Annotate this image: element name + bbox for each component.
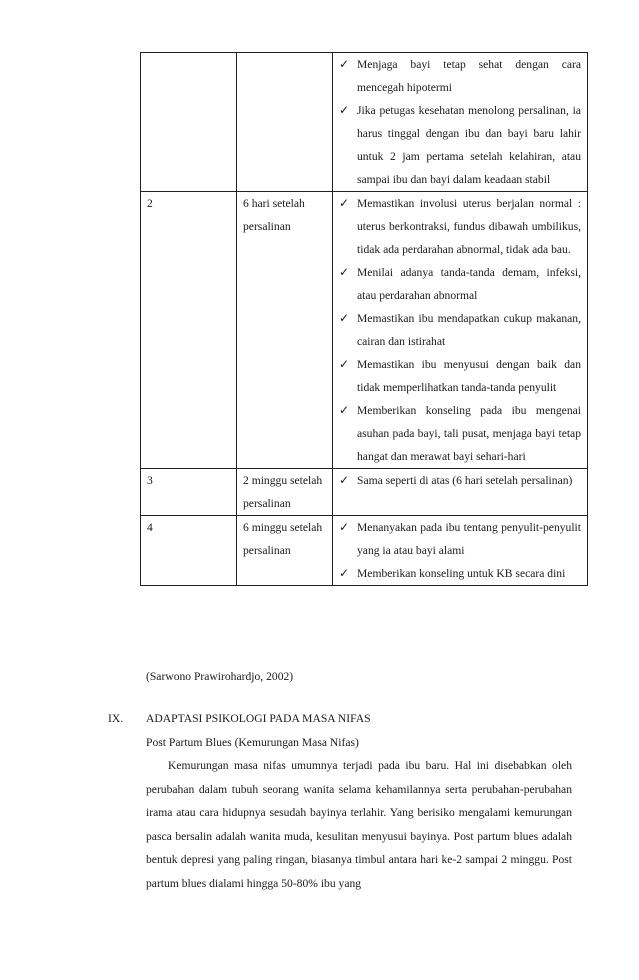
- visit-goals-cell: [333, 53, 588, 192]
- checkmark-icon: ✓: [339, 265, 350, 279]
- checkmark-icon: ✓: [339, 403, 350, 417]
- table-body: [141, 53, 588, 586]
- list-item: [339, 516, 581, 562]
- list-item-text: Menjaga bayi tetap sehat dengan cara mencegah hipotermi: [357, 58, 581, 94]
- checkmark-icon: ✓: [339, 57, 350, 71]
- list-item-text: Memastikan involusi uterus berjalan normal : uterus berkontraksi, fundus dibawah umbilikus, tidak ada perdarahan abnormal, tidak ada bau.: [357, 197, 581, 256]
- visit-time-cell: 6 minggu setelah persalinan: [237, 516, 333, 586]
- list-item: [339, 261, 581, 307]
- visit-goals-cell: [333, 192, 588, 469]
- visit-number-cell: 3: [141, 469, 237, 516]
- goal-list: [339, 469, 581, 492]
- list-item-text: Memberikan konseling pada ibu mengenai asuhan pada bayi, tali pusat, menjaga bayi tetap hangat dan merawat bayi sehari-hari: [357, 404, 581, 463]
- visit-goals-cell: [333, 516, 588, 586]
- goal-list: [339, 192, 581, 468]
- checkmark-icon: ✓: [339, 196, 350, 210]
- paragraph-text: Kemurungan masa nifas umumnya terjadi pada ibu baru. Hal ini disebabkan oleh perubahan dalam tubuh seorang wanita selama kehamilannya serta perubahan-perubahan irama atau cara hidupnya sesudah bayinya terlahir. Yang berisiko mengalami kemurungan pasca bersalin adalah wanita muda, kesulitan menyusui bayinya. Post partum blues adalah bentuk depresi yang paling ringan, biasanya timbul antara hari ke-2 sampai 2 minggu. Post partum blues dialami hingga 50-80% ibu yang: [146, 759, 572, 890]
- body-paragraph: [146, 754, 572, 895]
- list-item-text: Memastikan ibu mendapatkan cukup makanan, cairan dan istirahat: [357, 312, 581, 348]
- table-source: (Sarwono Prawirohardjo, 2002): [146, 670, 294, 683]
- checkmark-icon: ✓: [339, 473, 350, 487]
- list-item: [339, 307, 581, 353]
- list-item-text: Menanyakan pada ibu tentang penyulit-penyulit yang ia atau bayi alami: [357, 521, 581, 557]
- list-item: [339, 353, 581, 399]
- section-subtitle: Post Partum Blues (Kemurungan Masa Nifas): [146, 736, 359, 749]
- visit-time-cell: 2 minggu setelah persalinan: [237, 469, 333, 516]
- list-item-text: Memberikan konseling untuk KB secara dini: [357, 567, 566, 580]
- goal-list: [339, 53, 581, 191]
- list-item-text: Jika petugas kesehatan menolong persalinan, ia harus tinggal dengan ibu dan bayi baru lahir untuk 2 jam pertama setelah kelahiran, atau sampai ibu dan bayi dalam keadaan stabil: [357, 104, 581, 186]
- table-row: [141, 192, 588, 469]
- list-item-text: Menilai adanya tanda-tanda demam, infeksi, atau perdarahan abnormal: [357, 266, 581, 302]
- visit-number-cell: 4: [141, 516, 237, 586]
- table-row: [141, 53, 588, 192]
- section-title: ADAPTASI PSIKOLOGI PADA MASA NIFAS: [146, 712, 371, 725]
- checkmark-icon: ✓: [339, 311, 350, 325]
- postpartum-visit-table: [140, 52, 588, 586]
- table-row: [141, 469, 588, 516]
- checkmark-icon: ✓: [339, 520, 350, 534]
- visit-goals-cell: [333, 469, 588, 516]
- checkmark-icon: ✓: [339, 566, 350, 580]
- visit-time-cell: 6 hari setelah persalinan: [237, 192, 333, 469]
- visit-time-cell: [237, 53, 333, 192]
- list-item: [339, 399, 581, 468]
- visit-number-cell: [141, 53, 237, 192]
- list-item: [339, 53, 581, 99]
- list-item: [339, 99, 581, 191]
- list-item-text: Sama seperti di atas (6 hari setelah persalinan): [357, 474, 573, 487]
- visit-number-cell: 2: [141, 192, 237, 469]
- goal-list: [339, 516, 581, 585]
- checkmark-icon: ✓: [339, 357, 350, 371]
- list-item: [339, 562, 581, 585]
- table-row: [141, 516, 588, 586]
- list-item: [339, 192, 581, 261]
- section-number: IX.: [108, 712, 124, 725]
- checkmark-icon: ✓: [339, 103, 350, 117]
- list-item-text: Memastikan ibu menyusui dengan baik dan tidak memperlihatkan tanda-tanda penyulit: [357, 358, 581, 394]
- list-item: [339, 469, 581, 492]
